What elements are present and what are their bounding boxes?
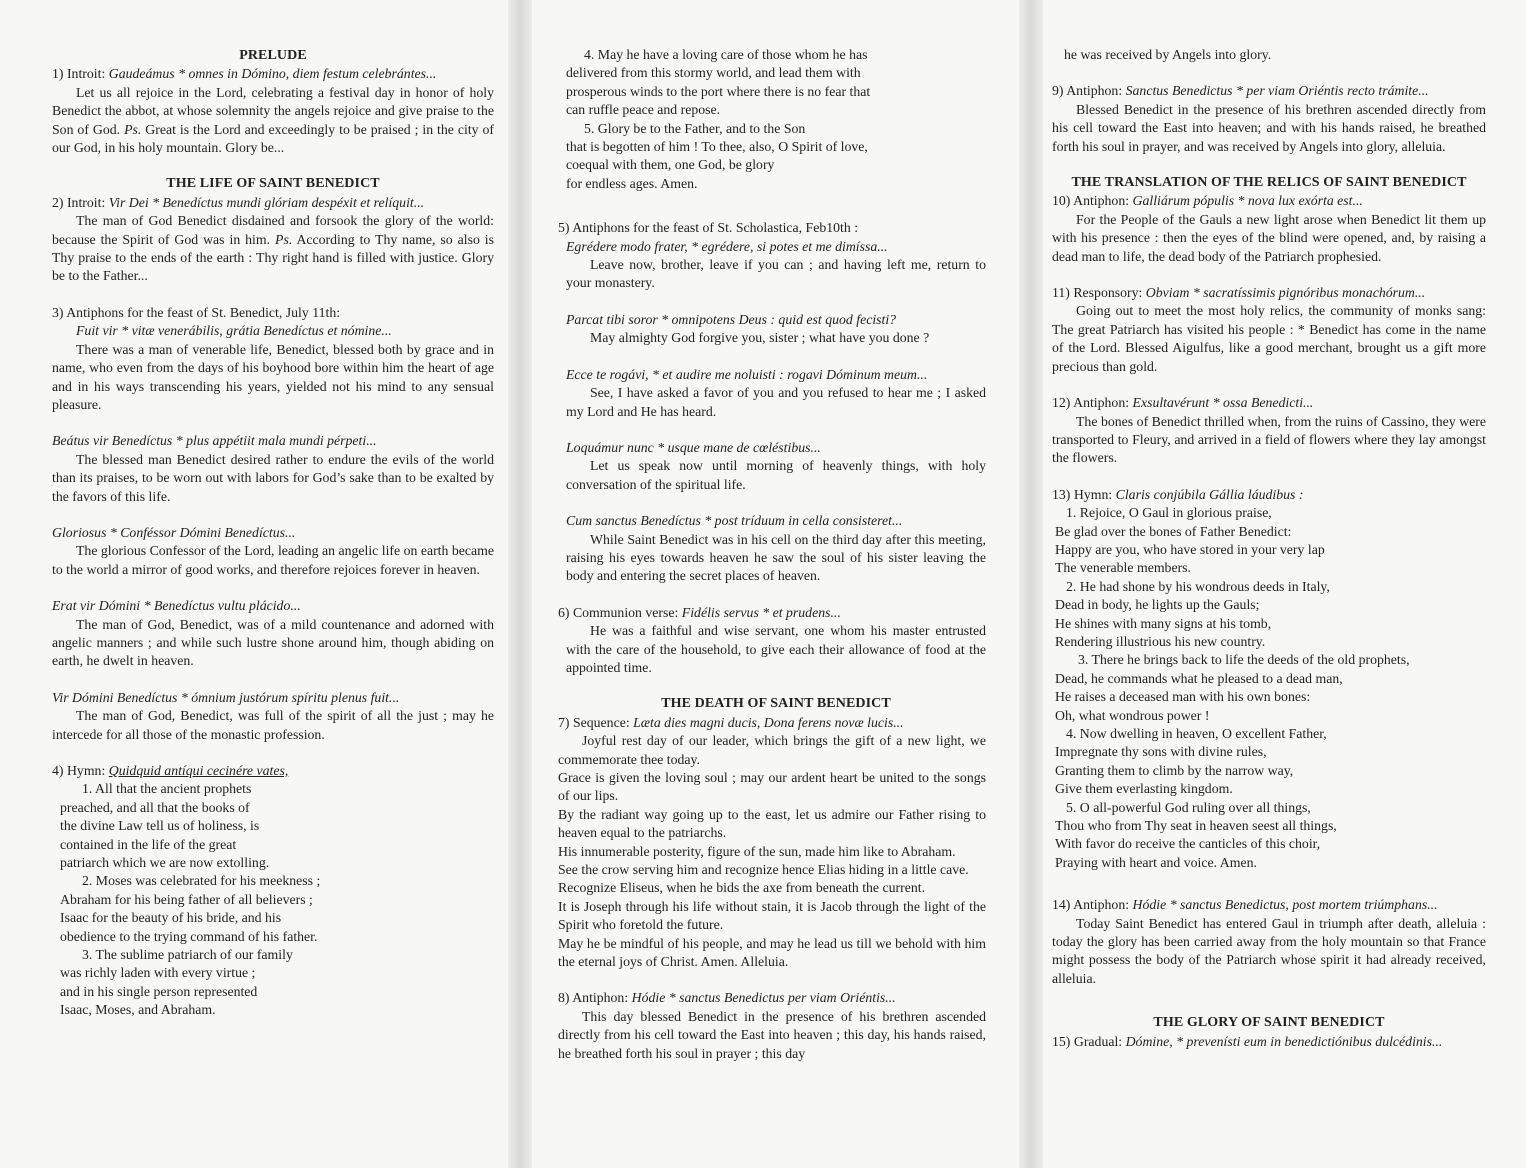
section-label: Sequence: xyxy=(572,714,630,730)
latin-incipit: Obviam * sacratíssimis pignóribus monachórum... xyxy=(1145,285,1426,301)
section-2-introit xyxy=(52,194,494,286)
section-8-continuation: he was received by Angels into glory. xyxy=(1064,47,1272,62)
sequence-verse: Joyful rest day of our leader, which brings the gift of a new light, we commemorate thee today. xyxy=(558,733,986,767)
hymn-line: delivered from this stormy world, and lead them with xyxy=(566,65,861,81)
hymn-line: 3. The sublime patriarch of our family xyxy=(82,947,293,963)
latin-incipit: Dómine, * prevenísti eum in benedictiónibus dulcédinis... xyxy=(1125,1033,1443,1049)
hymn-line: Give them everlasting kingdom. xyxy=(1055,781,1233,797)
section-number: 10) xyxy=(1052,193,1071,209)
section-8-antiphon xyxy=(558,989,986,1063)
hymn-line: patriarch which we are now extolling. xyxy=(60,855,270,871)
sequence-verse: It is Joseph through his life without stain, it is Jacob through the light of the Spirit who foretold the future. xyxy=(558,898,986,933)
section-12-antiphon xyxy=(1052,394,1486,468)
translation-text: Let us speak now until morning of heavenly things, with holy conversation of the spiritual life. xyxy=(566,458,986,492)
translation-text: For the People of the Gauls a new light arose when Benedict lit them up with his presence : then the eyes of the blind were opened, and, by raising a dead man to life, the dead body of the Patriarch prophesied. xyxy=(1052,211,1486,264)
section-label: Antiphons for the feast of St. Scholastica, Feb10th : xyxy=(572,220,859,236)
latin-incipit: Loquámur nunc * usque mane de cœléstibus... xyxy=(566,439,821,455)
section-label: Hymn: xyxy=(66,763,106,778)
translation-text: The man of God, Benedict, was full of the spirit of all the just ; may he intercede for all those of the monastic profession. xyxy=(52,708,494,742)
hymn-line: 4. May he have a loving care of those whom he has xyxy=(584,47,868,62)
latin-incipit: Gloriosus * Conféssor Dómini Benedíctus... xyxy=(52,524,296,540)
latin-incipit: Sanctus Benedictus * per viam Oriéntis recto trámite... xyxy=(1125,83,1429,99)
translation-heading: THE TRANSLATION OF THE RELICS OF SAINT BENEDICT xyxy=(1071,175,1467,191)
hymn-line: prosperous winds to the port where there is no fear that xyxy=(566,83,871,99)
hymn-line: Rendering illustrious his new country. xyxy=(1055,633,1266,649)
latin-incipit: Hódie * sanctus Benedictus, post mortem triúmphans... xyxy=(1132,897,1438,913)
section-number: 5) xyxy=(558,220,570,236)
section-10-antiphon xyxy=(1052,192,1486,266)
hymn-line: contained in the life of the great xyxy=(60,836,237,852)
section-label: Antiphon: xyxy=(1073,395,1130,411)
column-1 xyxy=(52,47,494,1020)
sequence-verse: May he be mindful of his people, and may he lead us till we behold with him the eternal joys of Christ. Amen. Alleluia. xyxy=(558,935,986,970)
hymn-line: Isaac for the beauty of his bride, and his xyxy=(60,910,282,926)
psalm-marker: Ps. xyxy=(124,121,142,137)
translation-text: While Saint Benedict was in his cell on the third day after this meeting, raising his eyes towards heaven he saw the soul of his sister leaving the body and entering the secret places of heaven. xyxy=(566,531,986,584)
section-label: Introit: xyxy=(66,194,106,210)
latin-incipit: Galliárum pópulis * nova lux exórta est... xyxy=(1132,193,1363,209)
hymn-line: Be glad over the bones of Father Benedict: xyxy=(1055,523,1292,539)
hymn-line: The venerable members. xyxy=(1055,560,1191,576)
translation-text: Today Saint Benedict has entered Gaul in triumph after death, alleluia : today the glory has been carried away from the holy mountain so that France might possess the body of the Patriarch whose spirit it had already received, alleluia. xyxy=(1052,915,1486,986)
latin-incipit: Læta dies magni ducis, Dona ferens novæ lucis... xyxy=(633,714,904,730)
section-number: 15) xyxy=(1052,1033,1071,1049)
translation-text: Leave now, brother, leave if you can ; and having left me, return to your monastery. xyxy=(566,257,986,291)
column-3 xyxy=(1052,46,1486,1051)
latin-incipit: Egrédere modo frater, * egrédere, si potes et me dimíssa... xyxy=(566,238,888,254)
hymn-line: 5. O all-powerful God ruling over all things, xyxy=(1066,799,1311,815)
section-number: 12) xyxy=(1052,395,1071,411)
hymn-line: Thou who from Thy seat in heaven seest all things, xyxy=(1055,818,1337,834)
hymn-line: Oh, what wondrous power ! xyxy=(1055,707,1210,723)
psalm-marker: Ps. xyxy=(275,231,293,247)
latin-incipit: Erat vir Dómini * Benedíctus vultu plácido... xyxy=(52,598,301,614)
section-6-communion xyxy=(558,604,986,678)
section-4-hymn xyxy=(52,762,494,1020)
prelude-heading: PRELUDE xyxy=(239,48,307,63)
section-label: Antiphon: xyxy=(572,990,629,1006)
latin-incipit: Cum sanctus Benedíctus * post tríduum in cella consisteret... xyxy=(566,513,903,529)
latin-incipit: Beátus vir Benedíctus * plus appétiit mala mundi pérpeti... xyxy=(52,433,377,449)
hymn-continuation xyxy=(566,46,986,193)
hymn-line: Dead, he commands what he pleased to a dead man, xyxy=(1055,670,1343,686)
antiphon-b2 xyxy=(566,311,986,348)
translation-text: He was a faithful and wise servant, one whom his master entrusted with the care of the household, to give each their allowance of food at the appointed time. xyxy=(566,623,986,675)
hymn-line: 5. Glory be to the Father, and to the Son xyxy=(584,120,806,136)
antiphon-b3 xyxy=(566,366,986,421)
latin-incipit: Hódie * sanctus Benedictus per viam Oriéntis... xyxy=(631,990,896,1006)
section-1-introit xyxy=(52,65,494,157)
antiphon-b4 xyxy=(566,439,986,494)
translation-text-cont: Great is the Lord and exceedingly to be praised ; in the city of our God, in his holy mountain. Glory be... xyxy=(52,121,495,156)
translation-text: The man of God Benedict disdained and forsook the glory of the world: because the Spirit of God was in him. xyxy=(52,213,494,247)
translation-text: This day blessed Benedict in the presence of his brethren ascended directly from his cell toward the East into heaven ; this day, his hands raised, he breathed forth his soul in prayer ; this day xyxy=(558,1008,986,1061)
section-label: Antiphons for the feast of St. Benedict, July 11th: xyxy=(66,304,341,320)
latin-incipit: Exsultavérunt * ossa Benedicti... xyxy=(1132,395,1314,411)
section-label: Communion verse: xyxy=(572,604,679,620)
section-label: Introit: xyxy=(66,66,106,82)
latin-incipit: Parcat tibi soror * omnipotens Deus : quid est quod fecisti? xyxy=(566,311,897,327)
translation-text: The blessed man Benedict desired rather to endure the evils of the world than its praises, to be worn out with labors for God’s sake than to be exalted by the favors of this life. xyxy=(52,451,494,504)
section-number: 8) xyxy=(558,990,570,1006)
translation-text: The man of God, Benedict, was of a mild countenance and adorned with angelic manners ; and while such lustre shone around him, though abiding on earth, he dwelt in heaven. xyxy=(52,616,494,669)
section-14-antiphon xyxy=(1052,896,1486,988)
section-number: 4) xyxy=(52,763,64,778)
section-label: Antiphon: xyxy=(1073,897,1130,913)
section-5-antiphons xyxy=(558,219,986,293)
hymn-line: obedience to the trying command of his father. xyxy=(60,928,318,944)
hymn-line: Granting them to climb by the narrow way, xyxy=(1055,762,1294,778)
antiphon-4 xyxy=(52,597,494,671)
antiphon-b5 xyxy=(566,512,986,586)
latin-incipit: Claris conjúbila Gállia láudibus : xyxy=(1115,486,1304,502)
sequence-verse: Recognize Eliseus, when he bids the axe from beneath the current. xyxy=(558,880,926,896)
section-number: 11) xyxy=(1052,285,1070,301)
translation-text-cont: According to Thy name, so also is Thy praise to the ends of the earth : Thy right hand is filled with justice. Glory be to the Father... xyxy=(52,231,494,284)
fold-crease-2 xyxy=(1019,0,1043,1168)
sequence-verse: See the crow serving him and recognize hence Elias hiding in a little cave. xyxy=(558,862,969,878)
section-number: 9) xyxy=(1052,83,1064,99)
section-label: Gradual: xyxy=(1073,1033,1123,1049)
latin-incipit: Gaudeámus * omnes in Dómino, diem festum celebrántes... xyxy=(108,66,437,82)
hymn-line: the divine Law tell us of holiness, is xyxy=(60,818,260,834)
hymn-line: Abraham for his being father of all believers ; xyxy=(60,891,313,907)
translation-text: May almighty God forgive you, sister ; what have you done ? xyxy=(590,330,930,346)
translation-text: See, I have asked a favor of you and you refused to hear me ; I asked my Lord and He has heard. xyxy=(566,385,986,419)
hymn-line: and in his single person represented xyxy=(60,983,258,999)
hymn-line: With favor do receive the canticles of this choir, xyxy=(1055,836,1321,852)
section-number: 6) xyxy=(558,604,570,620)
section-label: Antiphon: xyxy=(1073,193,1130,209)
hymn-line: 2. Moses was celebrated for his meekness ; xyxy=(82,873,321,889)
hymn-line: 1. All that the ancient prophets xyxy=(82,781,252,797)
translation-text: There was a man of venerable life, Benedict, blessed both by grace and in name, who even from the days of his boyhood bore within him the heart of age and in his ways transcending his years, yielded not his mind to any sensual pleasure. xyxy=(52,341,494,412)
hymn-line: preached, and all that the books of xyxy=(60,799,250,815)
translation-text: The glorious Confessor of the Lord, leading an angelic life on earth became to the world a mirror of good works, and therefore rejoices forever in heaven. xyxy=(52,543,494,577)
hymn-line: can ruffle peace and repose. xyxy=(566,102,721,118)
hymn-line: was richly laden with every virtue ; xyxy=(60,965,256,981)
hymn-line: Isaac, Moses, and Abraham. xyxy=(60,1002,216,1018)
section-number: 14) xyxy=(1052,897,1071,913)
sequence-verse: Grace is given the loving soul ; may our ardent heart be united to the songs of our lips. xyxy=(558,770,986,804)
life-heading: THE LIFE OF SAINT BENEDICT xyxy=(166,176,380,192)
hymn-line: 2. He had shone by his wondrous deeds in Italy, xyxy=(1066,578,1330,594)
section-3-antiphons xyxy=(52,304,494,414)
hymn-line: He raises a deceased man with his own bones: xyxy=(1055,689,1311,705)
section-13-hymn xyxy=(1052,486,1486,873)
hymn-line: 3. There he brings back to life the deeds of the old prophets, xyxy=(1078,652,1410,668)
translation-text: The bones of Benedict thrilled when, from the ruins of Cassino, they were transported to Fleury, and arrived in a field of flowers where they lay amongst the flowers. xyxy=(1052,413,1486,466)
glory-heading: THE GLORY OF SAINT BENEDICT xyxy=(1153,1015,1385,1031)
death-heading: THE DEATH OF SAINT BENEDICT xyxy=(661,696,891,712)
latin-incipit: Vir Dei * Benedíctus mundi glóriam despéxit et relíquit... xyxy=(108,194,425,210)
latin-incipit: Fidélis servus * et prudens... xyxy=(681,604,841,620)
hymn-line: 1. Rejoice, O Gaul in glorious praise, xyxy=(1066,505,1272,521)
antiphon-2 xyxy=(52,432,494,506)
section-label: Responsory: xyxy=(1073,285,1143,301)
section-11-responsory xyxy=(1052,284,1486,376)
hymn-line: coequal with them, one God, be glory xyxy=(566,157,775,173)
hymn-line: that is begotten of him ! To thee, also, O Spirit of love, xyxy=(566,139,868,155)
latin-incipit: Quidquid antíqui cecinére vates, xyxy=(108,763,289,778)
section-number: 2) xyxy=(52,194,64,210)
hymn-line: Dead in body, he lights up the Gauls; xyxy=(1055,597,1260,613)
hymn-line: Happy are you, who have stored in your very lap xyxy=(1055,541,1325,557)
translation-text: Let us all rejoice in the Lord, celebrating a festival day in honor of holy Benedict the abbot, at whose solemnity the angels rejoice and give praise to the Son of God. xyxy=(52,84,494,137)
section-9-antiphon xyxy=(1052,82,1486,156)
hymn-line: He shines with many signs at his tomb, xyxy=(1055,615,1272,631)
section-15-gradual xyxy=(1052,1033,1486,1051)
section-label: Hymn: xyxy=(1073,486,1113,502)
section-label: Antiphon: xyxy=(1066,83,1123,99)
sequence-verse: By the radiant way going up to the east, let us admire our Father rising to heaven equal to the patriarchs. xyxy=(558,806,986,841)
antiphon-5 xyxy=(52,689,494,744)
antiphon-3 xyxy=(52,524,494,579)
latin-incipit: Vir Dómini Benedíctus * ómnium justórum spíritu plenus fuit... xyxy=(52,689,400,705)
latin-incipit: Ecce te rogávi, * et audire me noluisti : rogavi Dóminum meum... xyxy=(566,366,928,382)
section-number: 7) xyxy=(558,714,570,730)
hymn-line: Praying with heart and voice. Amen. xyxy=(1055,854,1257,870)
hymn-line: for endless ages. Amen. xyxy=(566,175,698,191)
section-number: 1) xyxy=(52,66,64,82)
translation-text: Blessed Benedict in the presence of his brethren ascended directly from his cell toward the East into heaven; and with his hands raised, he breathed forth his soul in prayer, and was received by Angels into glory, alleluia. xyxy=(1052,101,1486,154)
column-2 xyxy=(558,46,986,1063)
translation-text: Going out to meet the most holy relics, the community of monks sang: The great Patriarch has visited his people : * Benedict has come in the name of the Lord. Blessed Aigulfus, like a good merchant, brought us a gift more precious than gold. xyxy=(1052,303,1486,374)
latin-incipit: Fuit vir * vitæ venerábilis, grátia Benedíctus et nómine... xyxy=(76,323,392,339)
fold-crease-1 xyxy=(508,0,532,1168)
sequence-verse: His innumerable posterity, figure of the sun, made him like to Abraham. xyxy=(558,843,956,859)
hymn-line: 4. Now dwelling in heaven, O excellent Father, xyxy=(1066,726,1327,741)
hymn-line: Impregnate thy sons with divine rules, xyxy=(1055,744,1267,760)
section-number: 13) xyxy=(1052,486,1071,502)
section-7-sequence xyxy=(558,714,986,972)
section-number: 3) xyxy=(52,304,64,320)
